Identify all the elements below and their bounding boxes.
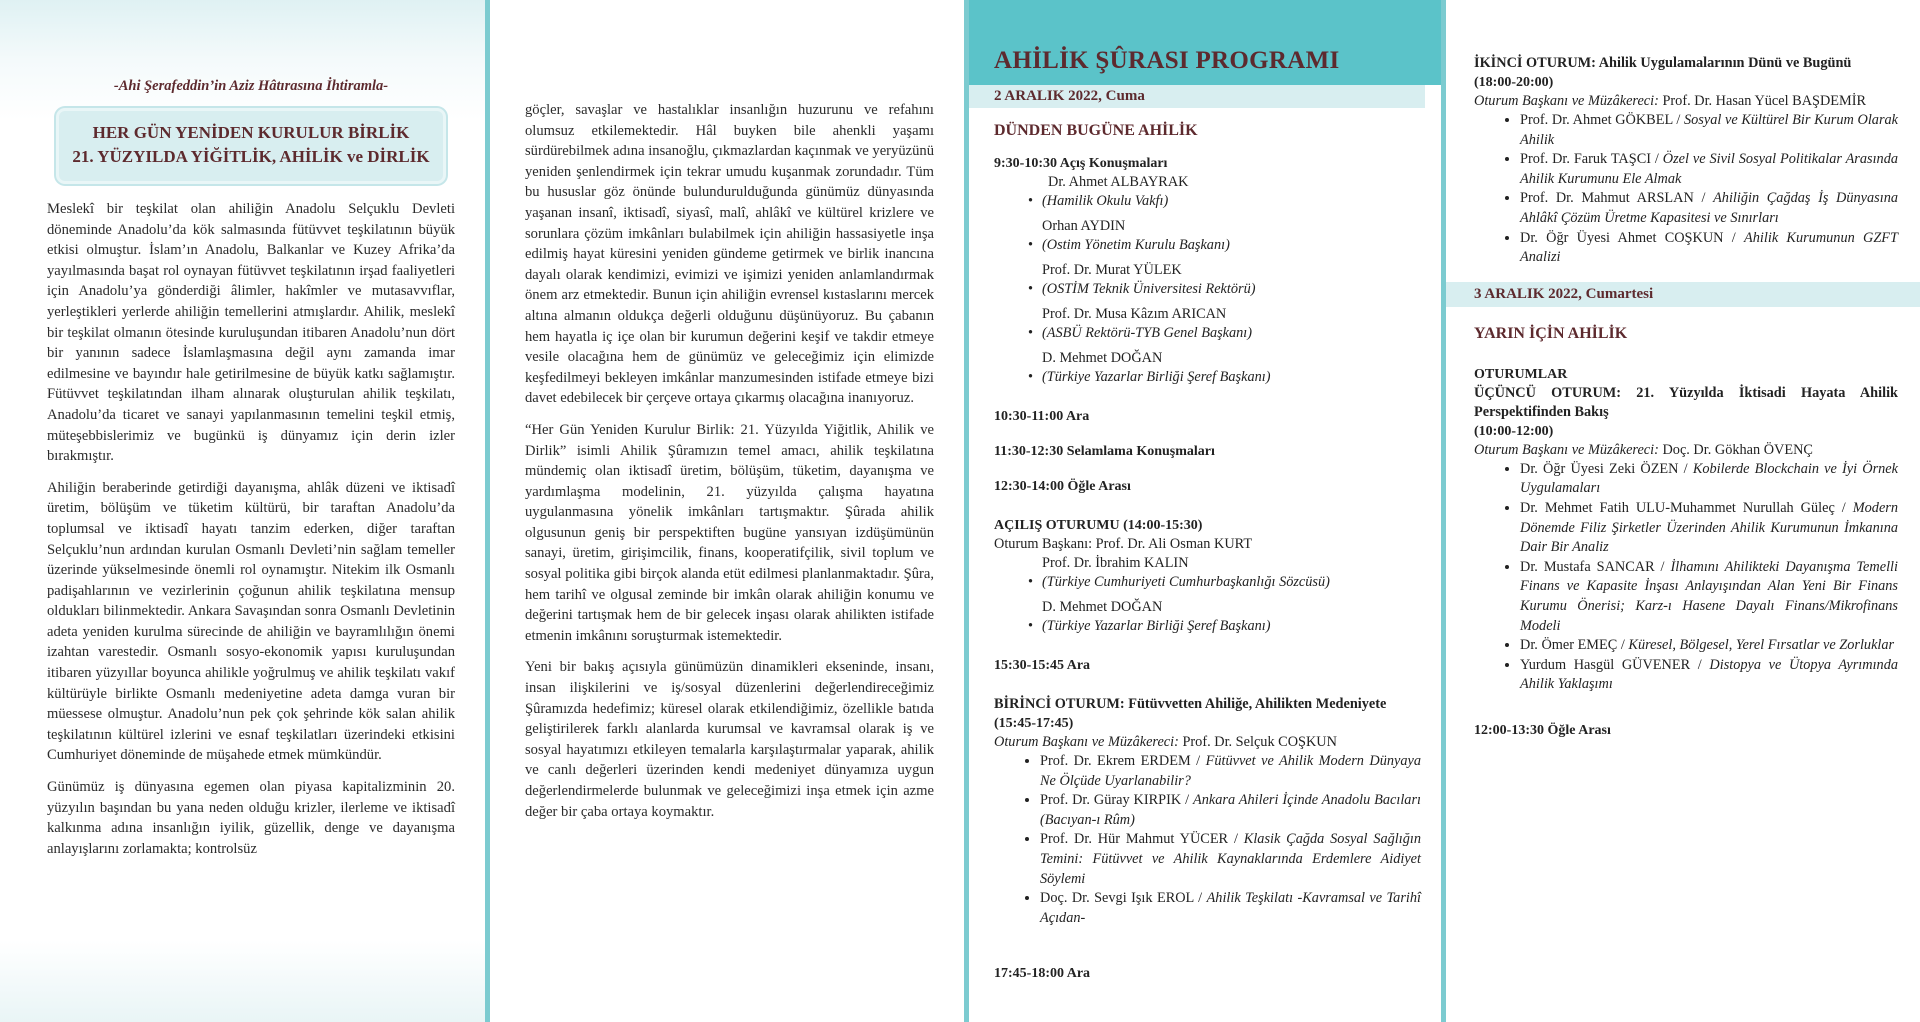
session-chair: Oturum Başkanı: Prof. Dr. Ali Osman KURT xyxy=(994,536,1253,552)
list-item: • Prof. Dr. Ekrem ERDEM / Fütüvvet ve Ahilik Modern Dünyaya Ne Ölçüde Uyarlanabilir? xyxy=(1040,752,1421,791)
session-time: (15:45-17:45) xyxy=(994,716,1074,731)
talk-list xyxy=(1474,460,1898,695)
talk-list xyxy=(1474,111,1898,268)
session-moderator: Oturum Başkanı ve Müzâkereci: Doç. Dr. Gökhan ÖVENÇ xyxy=(1474,441,1813,458)
time-slot: 11:30-12:30 Selamlama Konuşmaları xyxy=(994,444,1215,459)
session-moderator: Oturum Başkanı ve Müzâkereci: Prof. Dr. Hasan Yücel BAŞDEMİR xyxy=(1474,93,1867,109)
speaker-name: Orhan AYDIN xyxy=(1042,218,1126,234)
list-item: • Dr. Mustafa SANCAR / İlhamını Ahilikteki Dayanışma Temelli Finans ve Kapasite İnşası Anlayışından Alan Yeni Bir Finans Kurumu Önerisi; Karz-ı Hasene Dayalı Finans/Mikrofinans Modeli xyxy=(1520,558,1898,636)
speaker-name: Prof. Dr. İbrahim KALIN xyxy=(1042,555,1189,571)
list-item: • Prof. Dr. Güray KIRPIK / Ankara Ahileri İçinde Anadolu Bacıları (Bacıyan-ı Rûm) xyxy=(1040,791,1421,830)
paragraph: Yeni bir bakış açısıyla günümüzün dinamikleri ekseninde, insanı, insan ilişkilerini ve iş/sosyal düzenlerini değerlendireceğimiz Şûramızda hedefimiz; küresel olarak etkilendiğimiz, özellikle batıda geliştirilerek farklı alanlarda kurumsal ve kavramsal olarak iş ve sosyal hayatımızı etkileyen temalarla karşılaştırmalar yaparak, ahilik ve canlı değerleri üzerinden kendi medeniyet dünyamıza uygun değerlendirmelerde bulunmak ve geleceğimizi inşa etmek için azme değer bir çaba ortaya koymaktır. xyxy=(525,659,934,820)
list-item: • Prof. Dr. Hür Mahmut YÜCER / Klasik Çağda Sosyal Sağlığın Temini: Fütüvvet ve Ahilik Kaynaklarında Erdemlere Aidiyet Söylemi xyxy=(1040,830,1421,889)
speaker-role: • (OSTİM Teknik Üniversitesi Rektörü) xyxy=(1042,280,1421,299)
time-slot: 12:30-14:00 Öğle Arası xyxy=(994,479,1131,494)
paragraph: Meslekî bir teşkilat olan ahiliğin Anadolu Selçuklu Devleti döneminde Anadolu’da kök salmasında fütüvvet teşkilatının büyük etkisi olmuştur. İslam’ın Anadolu, Balkanlar ve Kuzey Afrika’da yayılmasında başat rol oynayan fütüvvet teşkilatının irşad faaliyetleri için Anadolu’ya gönderdiği âlimler, hakîmler ve mutasavvıflar, yerleştikleri yerlerde ahiliğin temellerini atmışlardır. Ahilik, meslekî bir teşkilat olmanın ötesinde kuruluşundan itibaren Anadolu’nun dört bir yanının sadece İslamlaşmasına değil aynı zamanda imar edilmesine ve bayındır hale getirilmesine de büyük katkı sağlamıştır. Fütüvvet teşkilatından ilham alınarak oluşturulan ahilik teşkilatı, Anadolu’da ticaret ve sanayi yapılanmasının temelini teşkil etmiş, müteşebbislerimiz ve bugünkü iş dünyamız için derin izler bırakmıştır. xyxy=(47,201,455,465)
speaker-name: Prof. Dr. Musa Kâzım ARICAN xyxy=(1042,306,1227,322)
session-moderator: Oturum Başkanı ve Müzâkereci: Prof. Dr. Selçuk COŞKUN xyxy=(994,734,1337,750)
time-slot: 15:30-15:45 Ara xyxy=(994,658,1091,673)
speaker-name: Dr. Ahmet ALBAYRAK xyxy=(1048,174,1189,190)
list-item: • Doç. Dr. Sevgi Işık EROL / Ahilik Teşkilatı -Kavramsal ve Tarihî Açıdan- xyxy=(1040,889,1421,928)
program-header xyxy=(969,0,1441,85)
date-bar: 3 ARALIK 2022, Cumartesi xyxy=(1446,282,1920,307)
panel-program-day2 xyxy=(1446,0,1920,1022)
session-heading: BİRİNCİ OTURUM: Fütüvvetten Ahiliğe, Ahilikten Medeniyete xyxy=(994,696,1387,712)
title-line-1: HER GÜN YENİDEN KURULUR BİRLİK xyxy=(92,123,410,142)
speaker-role: • (Ostim Yönetim Kurulu Başkanı) xyxy=(1042,236,1421,255)
speaker-name: D. Mehmet DOĞAN xyxy=(1042,599,1163,615)
panel-intro-continued xyxy=(490,0,964,1022)
time-slot: 17:45-18:00 Ara xyxy=(994,966,1091,982)
speaker-role: • (Türkiye Yazarlar Birliği Şeref Başkanı) xyxy=(1042,617,1421,636)
sessions-label: OTURUMLAR xyxy=(1474,366,1568,382)
title-box xyxy=(59,111,443,181)
paragraph: Ahiliğin beraberinde getirdiği dayanışma, ahlâk düzeni ve iktisadî üretim, bölüşüm ve tüketim kültürü, bir taraftan Anadolu’da toplumsal ve iktisadî hayatı tanzim ederken, diğer taraftan Selçuklu’nun ardından kurulan Osmanlı Devleti’nin sağlam temeller üzerinde yükselmesinde önemli rol oynamıştır. Nitekim ilk Osmanlı padişahlarının ve vezirlerinin çoğunun ahilik teşkilatına mensup oldukları bilinmektedir. Ankara Savaşından sonra Osmanlı Devletinin adeta yeniden kurulma sürecinde de ahiliğin ve bayramlılığın önemi izahtan varestedir. Osmanlı sosyo-ekonomik yapısı kuruluşundan itibaren yüzyıllar boyunca ahilikle yoğrulmuş ve ahilik teşkilatı vakıf kültürüyle birlikte Osmanlı medeniyetine adeta damga vuran bir müessese olmuştur. Anadolu’nun pek çok şehrinde kök salan ahilik teşkilatının kültürel izlerini ve esnaf teşkilatları üzerindeki etkisini Cumhuriyet döneminde de müşahede etmek mümkündür. xyxy=(47,479,455,764)
list-item: • Dr. Öğr Üyesi Zeki ÖZEN / Kobilerde Blockchain ve İyi Örnek Uygulamaları xyxy=(1520,460,1898,499)
speaker-role: • (Türkiye Cumhuriyeti Cumhurbaşkanlığı Sözcüsü) xyxy=(1042,573,1421,592)
paragraph: göçler, savaşlar ve hastalıklar insanlığın huzurunu ve refahını olumsuz etkilemektedir. Hâl buyken bile ahenkli yaşamı sürdürebilmek adına insanoğlu, çıkmazlardan kaçınmak ve yeryüzünü yeniden şenlendirmek için tekrar umudu kuşanmak zorundadır. Tüm bu hususlar göz önünde bulundurulduğunda günümüz dünyasında yaşanan insanî, iktisadî, siyasî, malî, ahlâkî ve kültürel krizlere ve sorunlara çözüm imkânları bulabilmek için ahiliğin hassasiyetle inşa edilmiş hayat küresini yeniden gündeme getirmek ve birlik inancına dayalı olarak kendimizi, evimizi ve işimizi yeniden anlamlandırmak önem arz etmektedir. Bunun için ahiliğin evrensel kıstaslarını mercek altına almanın oldukça değerli olduğunu düşünüyoruz. Bu çabanın hem hayatla iç içe olan bir kurumun değerini keşif ve takdir etmeye vesile olacağına hem de günümüz ve geleceğimiz için elimizde keşfedilmeyi bekleyen imkânlar manzumesinden istifade etmeye bizi davet edebilecek bir çerçeve ortaya çıkarmış olacağına inanıyoruz. xyxy=(525,102,934,407)
session-heading: İKİNCİ OTURUM: Ahilik Uygulamalarının Dünü ve Bugünü xyxy=(1474,55,1852,71)
session-heading: ÜÇÜNCÜ OTURUM: 21. Yüzyılda İktisadi Hayata Ahilik Perspektifinden Bakış xyxy=(1474,384,1898,420)
list-item: • Yurdum Hasgül GÜVENER / Distopya ve Ütopya Ayrımında Ahilik Yaklaşımı xyxy=(1520,656,1898,695)
dedication: -Ahi Şerafeddin’in Aziz Hâtırasına İhtiramla- xyxy=(113,78,389,94)
session-time: (18:00-20:00) xyxy=(1474,75,1554,90)
speaker-role: • (ASBÜ Rektörü-TYB Genel Başkanı) xyxy=(1042,324,1421,343)
date-bar: 2 ARALIK 2022, Cuma xyxy=(969,85,1425,108)
speaker-name: Prof. Dr. Murat YÜLEK xyxy=(1042,262,1182,278)
list-item: • Dr. Mehmet Fatih ULU-Muhammet Nurullah Güleç / Modern Dönemde Filiz Şirketler Üzerinden Ahilik Kurumunun İmkanına Dair Bir Analiz xyxy=(1520,499,1898,558)
list-item: • Prof. Dr. Ahmet GÖKBEL / Sosyal ve Kültürel Bir Kurum Olarak Ahilik xyxy=(1520,111,1898,150)
session-time: (10:00-12:00) xyxy=(1474,423,1554,439)
program-title: AHİLİK ŞÛRASI PROGRAMI xyxy=(994,47,1340,74)
title-line-2: 21. YÜZYILDA YİĞİTLİK, AHİLİK ve DİRLİK xyxy=(72,147,430,166)
time-slot: 9:30-10:30 Açış Konuşmaları xyxy=(994,156,1168,171)
paragraph: “Her Gün Yeniden Kurulur Birlik: 21. Yüzyılda Yiğitlik, Ahilik ve Dirlik” isimli Ahilik Şûramızın temel amacı, ahilik teşkilatına mündemiç olan iktisadî üretim, bölüşüm, tüketim, dayanışma ve yardımlaşma modelinin, 21. yüzyılda çalışma hayatına uygulanmasına yönelik imkânları tartışmaktır. Şûrada ahilik olgusunun geniş bir perspektiften bugüne yansıyan izdüşümünün sanayi, üretim, girişimcilik, finans, kooperatifçilik, sivil toplum ve sosyal politika gibi birçok alanda etüt edilmesi planlanmaktadır. Şûra, hem tarihî ve olgusal zeminde bir imkân olarak ahiliğin konumu ve değerini tartışmak hem de bir gelecek inşası olarak ahilikten istifade etmenin imkânını soruşturmak istemektedir. xyxy=(525,421,934,644)
talk-list xyxy=(994,752,1421,928)
speaker-role: • (Hamilik Okulu Vakfı) xyxy=(1042,192,1421,211)
session-heading: AÇILIŞ OTURUMU (14:00-15:30) xyxy=(994,518,1203,533)
section-title: DÜNDEN BUGÜNE AHİLİK xyxy=(994,122,1198,139)
panel-program-day1 xyxy=(969,0,1441,1022)
paragraph: Günümüz iş dünyasına egemen olan piyasa kapitalizminin 20. yüzyılın başından bu yana neden olduğu krizler, ilerleme ve iktisadî kalkınma adına insanlığın iyilik, güzellik, denge ve dayanışma anlayışlarını zorlamakta; kontrolsüz xyxy=(47,779,455,857)
speaker-role: • (Türkiye Yazarlar Birliği Şeref Başkanı) xyxy=(1042,368,1421,387)
list-item: • Prof. Dr. Faruk TAŞCI / Özel ve Sivil Sosyal Politikalar Arasında Ahilik Kurumunu Ele Almak xyxy=(1520,150,1898,189)
section-title: YARIN İÇİN AHİLİK xyxy=(1474,324,1628,342)
time-slot: 12:00-13:30 Öğle Arası xyxy=(1474,722,1611,738)
list-item: • Prof. Dr. Mahmut ARSLAN / Ahiliğin Çağdaş İş Dünyasına Ahlâkî Çözüm Üretme Kapasitesi ve Sınırları xyxy=(1520,189,1898,228)
speaker-name: D. Mehmet DOĞAN xyxy=(1042,350,1163,366)
list-item: • Dr. Ömer EMEÇ / Küresel, Bölgesel, Yerel Fırsatlar ve Zorluklar xyxy=(1520,636,1898,656)
list-item: • Dr. Öğr Üyesi Ahmet COŞKUN / Ahilik Kurumunun GZFT Analizi xyxy=(1520,229,1898,268)
time-slot: 10:30-11:00 Ara xyxy=(994,409,1090,424)
panel-intro xyxy=(0,0,485,1022)
